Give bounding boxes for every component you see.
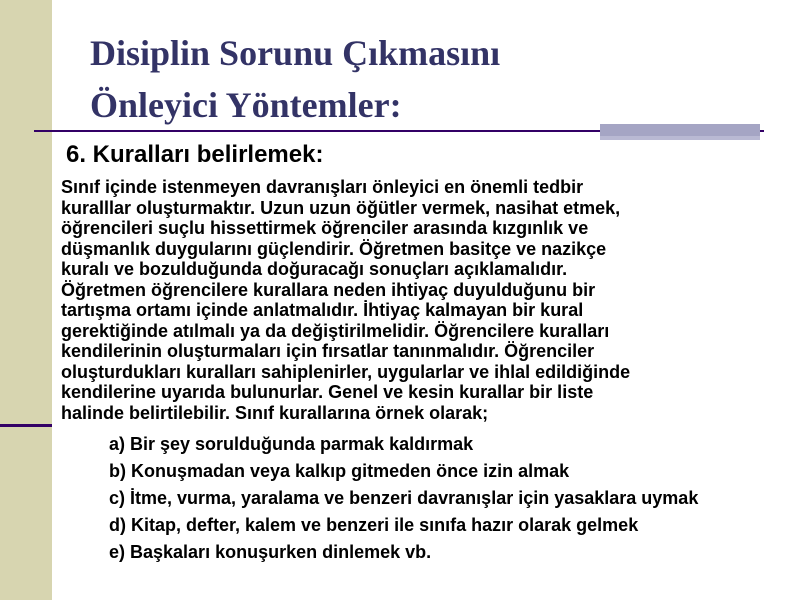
example-rules-list	[61, 434, 781, 569]
paragraph-line: kuralı ve bozulduğunda doğuracağı sonuçları açıklamalıdır.	[61, 259, 568, 279]
accent-bar-shadow	[600, 136, 760, 140]
list-item: a) Bir şey sorulduğunda parmak kaldırmak	[109, 434, 474, 454]
paragraph-line: kuralllar oluşturmaktır. Uzun uzun öğütler vermek, nasihat etmek,	[61, 197, 621, 218]
sidebar-decoration	[0, 0, 52, 600]
accent-bar	[600, 124, 760, 136]
body-paragraph	[61, 177, 781, 423]
section-heading: 6. Kuralları belirlemek:	[66, 141, 324, 168]
list-item: b) Konuşmadan veya kalkıp gitmeden önce izin almak	[109, 461, 570, 481]
paragraph-line: Öğretmen öğrencilere kurallara neden ihtiyaç duyulduğunu bir	[61, 279, 596, 300]
slide-title-line-2: Önleyici Yöntemler:	[90, 85, 402, 125]
paragraph-line: Sınıf içinde istenmeyen davranışları önleyici en önemli tedbir	[61, 177, 584, 197]
paragraph-line: kendilerinin oluşturmaları için fırsatlar tanınmalıdır. Öğrenciler	[61, 341, 595, 361]
paragraph-line: halinde belirtilebilir. Sınıf kurallarına örnek olarak;	[61, 402, 489, 423]
paragraph-line: oluşturdukları kuralları sahiplenirler, uygularlar ve ihlal edildiğinde	[61, 361, 631, 382]
paragraph-line: tartışma ortamı içinde anlatmalıdır. İhtiyaç kalmayan bir kural	[61, 300, 584, 320]
slide-title-line-1: Disiplin Sorunu Çıkmasını	[90, 33, 501, 73]
list-item: d) Kitap, defter, kalem ve benzeri ile sınıfa hazır olarak gelmek	[109, 515, 639, 535]
paragraph-line: öğrencileri suçlu hissettirmek öğrenciler arasında kızgınlık ve	[61, 218, 589, 238]
paragraph-line: kendilerine uyarıda bulunurlar. Genel ve kesin kurallar bir liste	[61, 382, 594, 402]
paragraph-line: gerektiğinde atılmalı ya da değiştirilmelidir. Öğrencilere kuralları	[61, 320, 610, 341]
list-item: e) Başkaları konuşurken dinlemek vb.	[109, 542, 432, 562]
list-item: c) İtme, vurma, yaralama ve benzeri davranışlar için yasaklara uymak	[109, 488, 699, 508]
sidebar-divider	[0, 424, 52, 427]
paragraph-line: düşmanlık duygularını güçlendirir. Öğretmen basitçe ve nazikçe	[61, 238, 607, 259]
